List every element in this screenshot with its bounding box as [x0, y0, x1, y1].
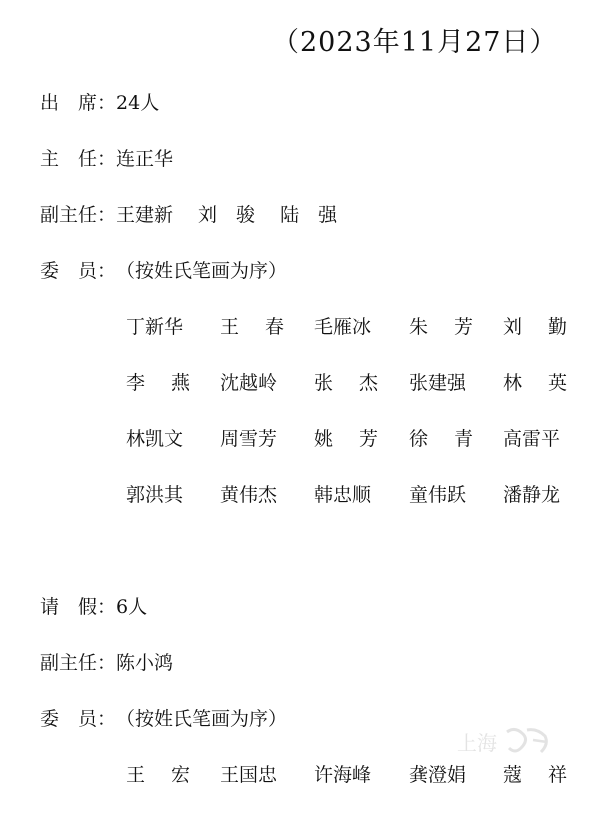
watermark-logo-icon [455, 722, 555, 762]
member-name: 潘静龙 [503, 484, 561, 506]
leave-member-grid [126, 760, 586, 816]
deputy-names: 王建新 刘 骏 陆 强 [116, 204, 338, 226]
watermark-text: 上海 [457, 731, 497, 755]
member-name: 许海峰 [314, 764, 372, 786]
member-name: 王国忠 [220, 764, 278, 786]
member-name: 沈越岭 [220, 372, 278, 394]
leave-label: 请 假： [40, 596, 117, 618]
member-name: 徐 青 [409, 428, 473, 450]
member-row [126, 480, 586, 536]
director-name: 连正华 [116, 148, 174, 170]
member-name: 龚澄娟 [409, 764, 467, 786]
member-name: 王 宏 [126, 764, 190, 786]
attendance-member-grid [126, 312, 586, 536]
members-label: 委 员： [40, 260, 117, 282]
member-name: 蔻 祥 [503, 764, 567, 786]
deputy-label: 副主任： [40, 204, 117, 226]
member-name: 李 燕 [126, 372, 190, 394]
member-row [126, 368, 586, 424]
member-name: 童伟跃 [409, 484, 467, 506]
leave-count: 6人 [116, 596, 148, 618]
leave-deputy-label: 副主任： [40, 652, 117, 674]
meeting-date: （2023年11月27日） [272, 27, 558, 58]
member-name: 黄伟杰 [220, 484, 278, 506]
member-row [126, 760, 586, 816]
leave-deputy-name: 陈小鸿 [116, 652, 174, 674]
deputy-line [40, 200, 337, 227]
attendance-line [40, 88, 159, 115]
director-line [40, 144, 173, 171]
member-name: 王 春 [220, 316, 284, 338]
members-note: （按姓氏笔画为序） [116, 260, 288, 282]
member-name: 毛雁冰 [314, 316, 372, 338]
member-name: 林凯文 [126, 428, 184, 450]
director-label: 主 任： [40, 148, 117, 170]
member-name: 张建强 [409, 372, 467, 394]
leave-members-note: （按姓氏笔画为序） [116, 708, 288, 730]
member-row [126, 424, 586, 480]
member-name: 刘 勤 [503, 316, 567, 338]
leave-members-line [40, 704, 287, 731]
member-name: 林 英 [503, 372, 567, 394]
member-name: 郭洪其 [126, 484, 184, 506]
member-name: 丁新华 [126, 316, 184, 338]
member-name: 朱 芳 [409, 316, 473, 338]
member-name: 周雪芳 [220, 428, 278, 450]
members-line [40, 256, 287, 283]
member-name: 韩忠顺 [314, 484, 372, 506]
attendance-count: 24人 [116, 92, 160, 114]
member-name: 张 杰 [314, 372, 378, 394]
attendance-label: 出 席： [40, 92, 117, 114]
member-name: 姚 芳 [314, 428, 378, 450]
member-row [126, 312, 586, 368]
leave-members-label: 委 员： [40, 708, 117, 730]
member-name: 高雷平 [503, 428, 561, 450]
leave-deputy-line [40, 648, 173, 675]
leave-line [40, 592, 147, 619]
